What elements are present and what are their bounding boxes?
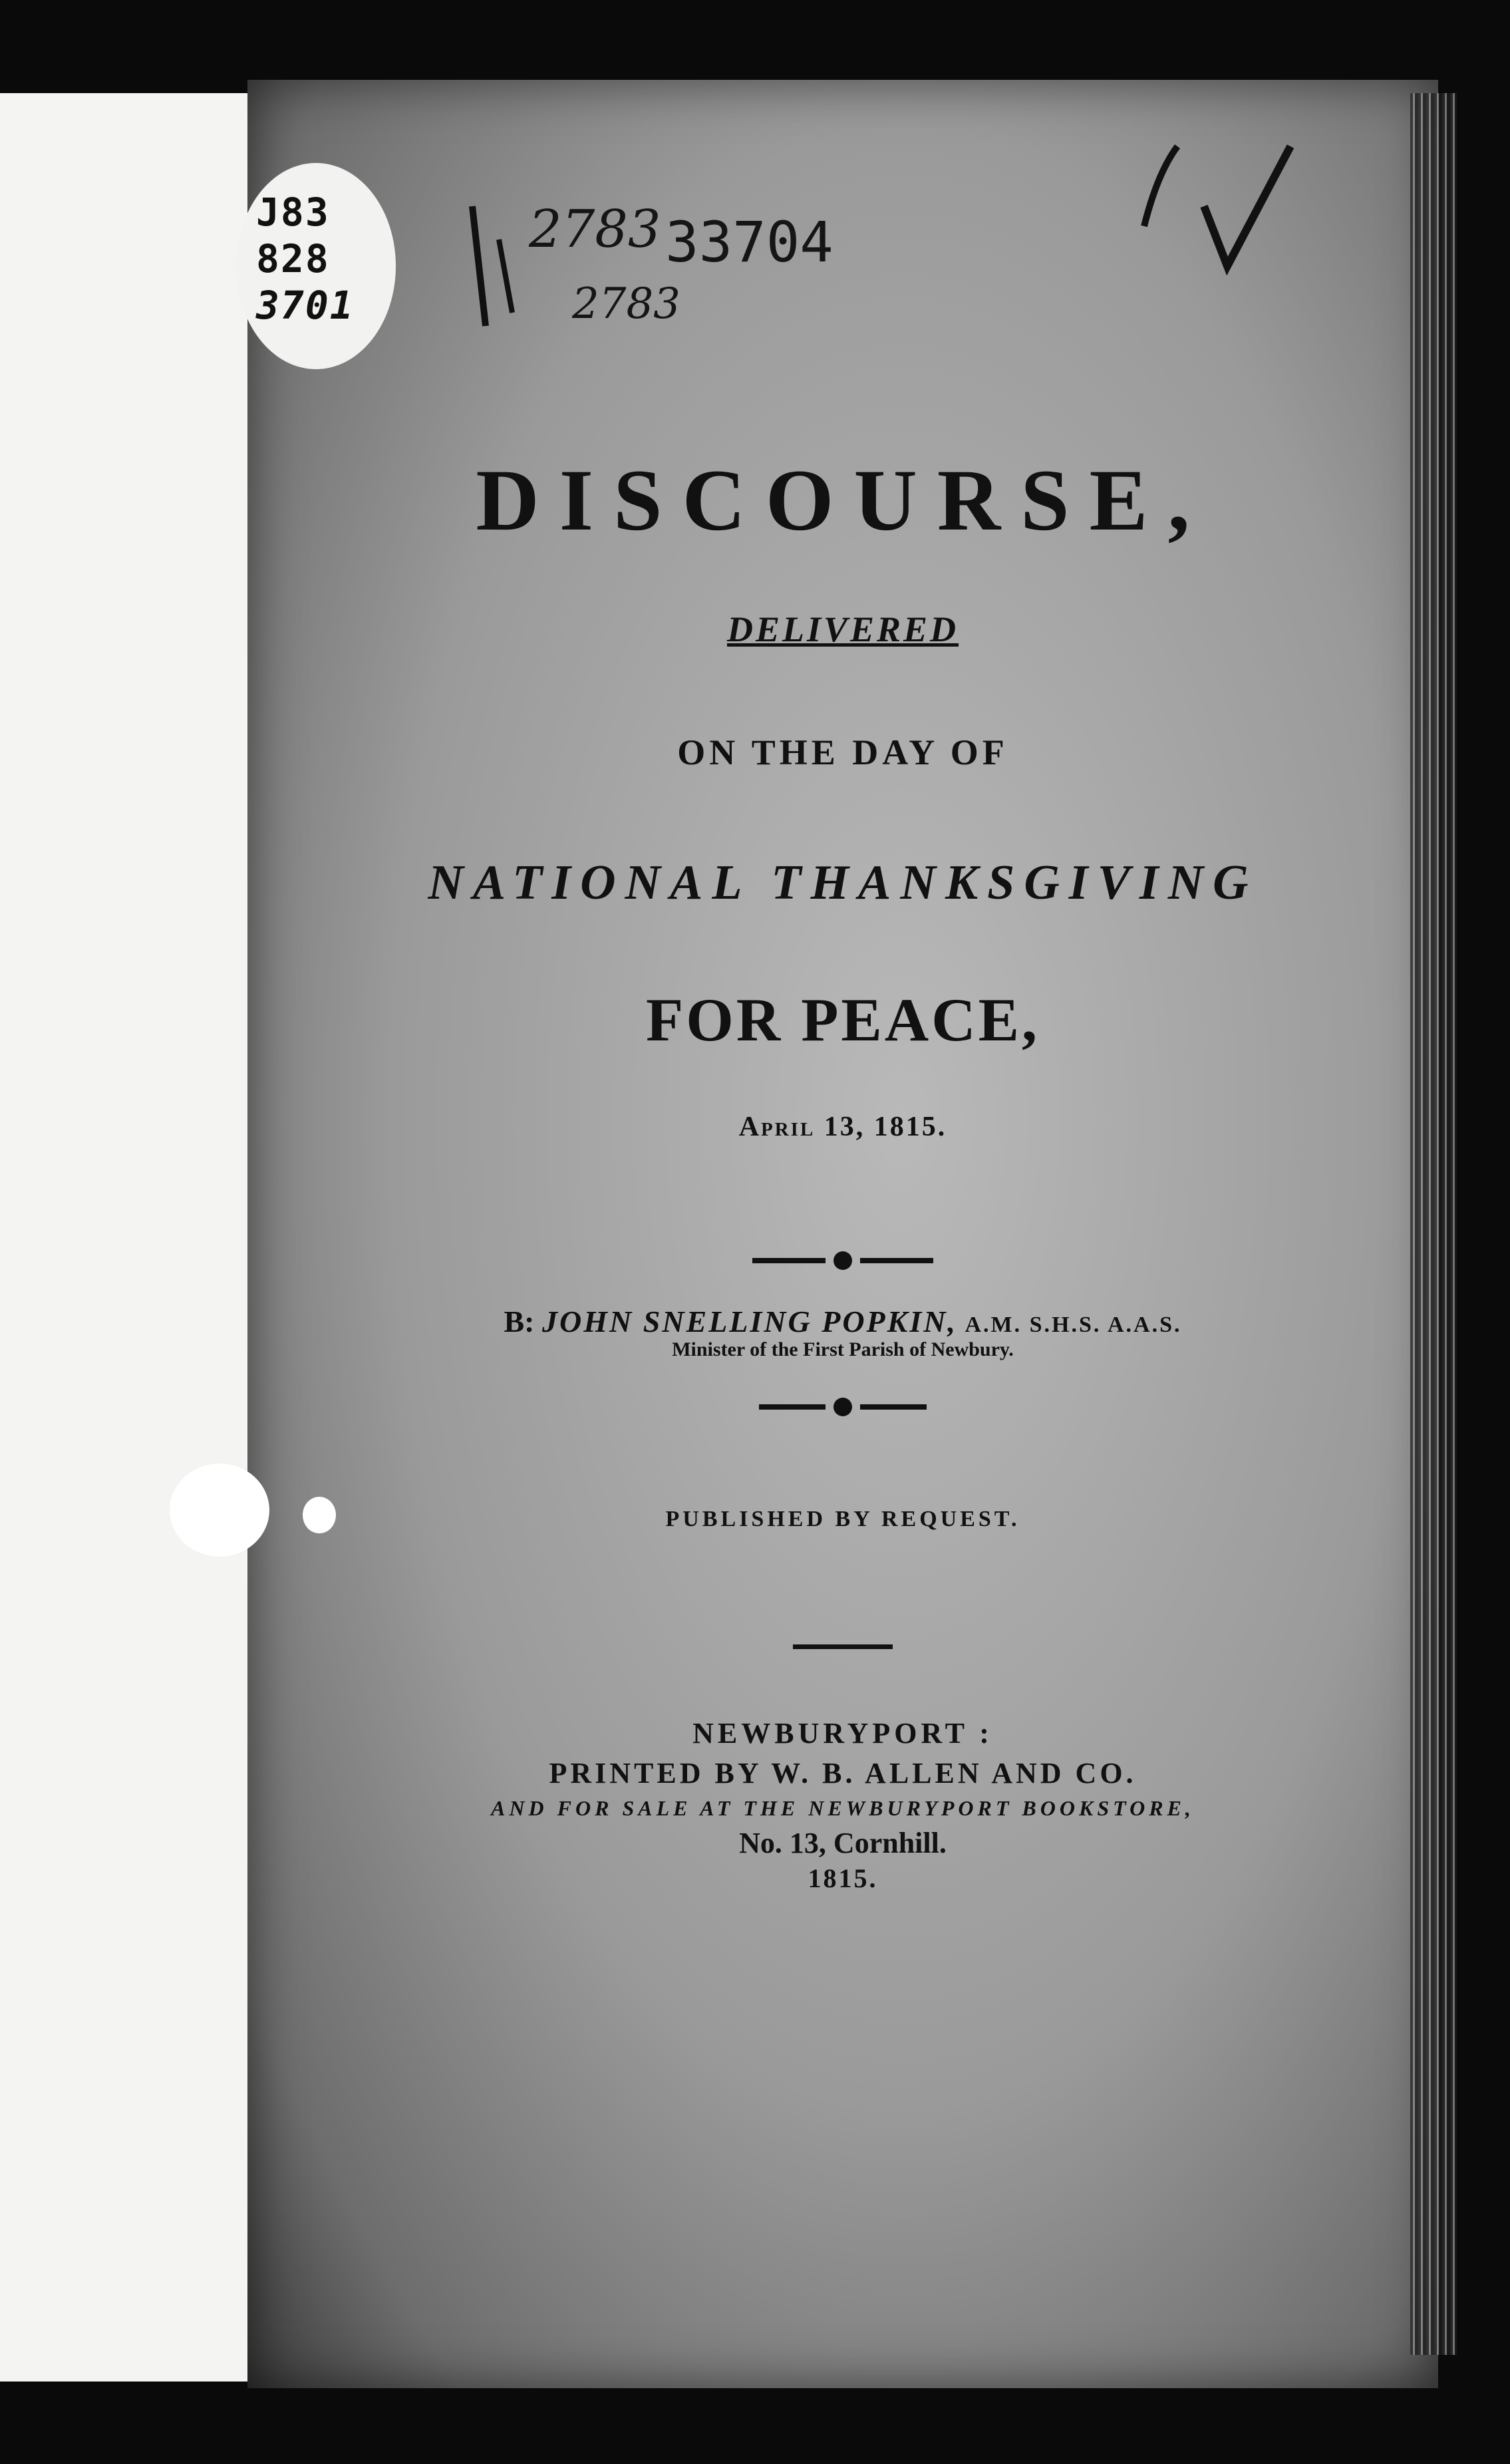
handwritten-note-below: 2783 — [572, 279, 680, 329]
imprint-printer: PRINTED BY W. B. ALLEN AND CO. — [549, 1757, 1137, 1789]
published-note: PUBLISHED BY REQUEST. — [665, 1507, 1020, 1531]
imprint-sale: AND FOR SALE AT THE NEWBURYPORT BOOKSTORE, — [491, 1796, 1195, 1820]
pencil-mark-icon — [452, 200, 532, 333]
checkmark-icon — [1131, 133, 1330, 279]
ornament-rule-2 — [247, 1400, 1438, 1414]
purpose-line: FOR PEACE, — [646, 986, 1040, 1054]
date-line: April 13, 1815. — [738, 1112, 947, 1142]
catalog-number: 33704 — [665, 210, 833, 275]
title: DISCOURSE, — [476, 451, 1210, 549]
ornament-rule-1 — [247, 1254, 1438, 1267]
author-degrees: A.M. S.H.S. A.A.S. — [965, 1312, 1182, 1337]
author-line: B: JOHN SNELLING POPKIN, A.M. S.H.S. A.A.S. — [504, 1305, 1182, 1338]
imprint-city: NEWBURYPORT : — [692, 1717, 993, 1750]
scanner-margin — [0, 93, 247, 2382]
label-line-3: 3701 — [256, 283, 355, 328]
page-edge — [1410, 93, 1457, 2355]
on-the-day-line: ON THE DAY OF — [677, 732, 1008, 772]
imprint-year: 1815. — [808, 1863, 878, 1893]
title-page — [247, 80, 1438, 2388]
imprint-address: No. 13, Cornhill. — [739, 1827, 947, 1859]
delivered-line: DELIVERED — [726, 609, 959, 649]
author-prefix: B — [504, 1305, 525, 1338]
occasion-line: NATIONAL THANKSGIVING — [428, 855, 1258, 910]
author-position: Minister of the First Parish of Newbury. — [672, 1338, 1014, 1360]
author-name: JOHN SNELLING POPKIN, — [541, 1305, 957, 1338]
paper-damage-spot — [303, 1497, 336, 1533]
handwritten-note-top: 2783 — [529, 200, 661, 259]
label-line-1: J83 — [256, 190, 330, 235]
label-line-2: 828 — [256, 236, 330, 281]
paper-damage-spot — [170, 1463, 269, 1557]
ornament-rule-3 — [247, 1640, 1438, 1653]
